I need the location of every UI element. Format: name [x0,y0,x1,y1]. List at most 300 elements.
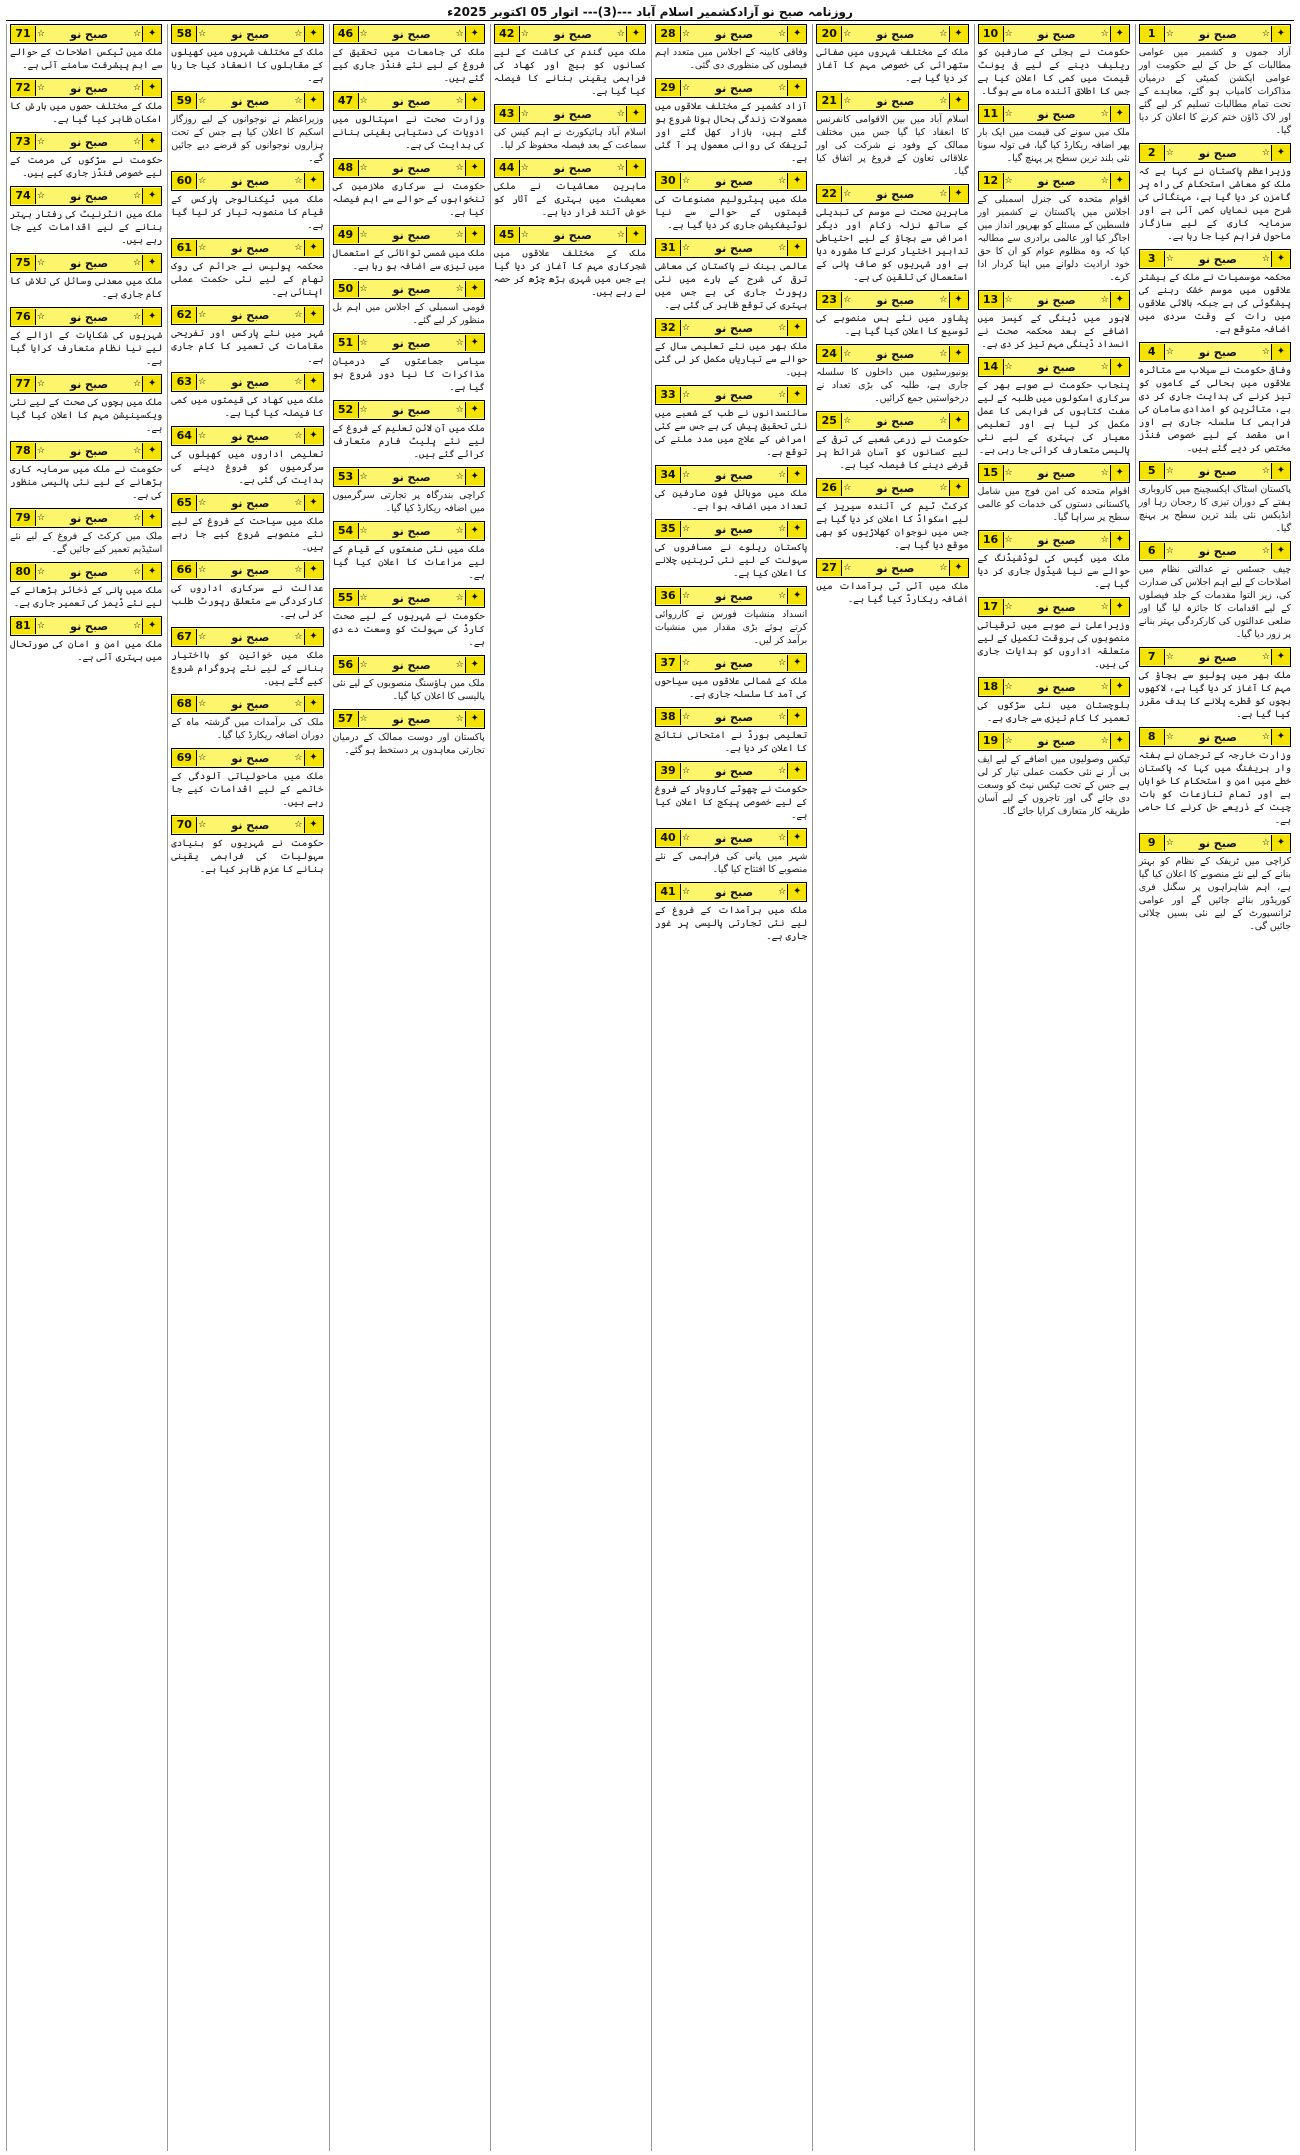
news-item [816,558,968,606]
news-item-body: وفاقی کابینہ کے اجلاس میں متعدد اہم فیصلوں کی منظوری دی گئی۔ [655,47,808,71]
news-item-body: پاکستان ریلوے نے مسافروں کی سہولت کے لیے نئی ٹرینیں چلانے کا اعلان کیا ہے۔ [655,542,808,579]
section-title: صبح نو [70,256,109,270]
news-item [171,238,323,299]
news-item [816,411,968,472]
section-title: صبح نو [715,522,754,536]
news-item-body: حکومت نے چھوٹے کاروبار کے فروغ کے لیے خصوصی پیکج کا اعلان کیا ہے۔ [655,784,808,821]
section-title: صبح نو [876,561,915,575]
news-item-body: ملک میں گندم کی کاشت کے لیے کسانوں کو بیج اور کھاد کی فراہمی یقینی بنانے کا فیصلہ کیا گیا ہے۔ [493,47,646,97]
news-item-header [816,91,968,111]
news-item [333,400,485,461]
star-icon: ☆ [682,470,691,480]
news-item [333,467,485,515]
section-title: صبح نو [392,712,431,726]
news-item-body: ملک میں برآمدات کے فروغ کے لیے نئی تجارتی پالیسی پر غور جاری ہے۔ [655,905,808,942]
star-icon: ☆ [37,621,46,631]
news-item-number: 54 [334,523,359,539]
news-item-number: 24 [817,346,842,362]
news-item-number: 11 [979,106,1004,122]
star-icon: ☆ [198,96,207,106]
news-item [978,171,1130,284]
news-column [6,24,165,2151]
star-icon: ☆ [682,243,691,253]
brand-logo-icon: ✦ [1110,26,1129,42]
news-item [333,588,485,649]
news-item-body: حکومت نے زرعی شعبے کی ترقی کے لیے کسانوں کو آسان شرائط پر قرضے دینے کا فیصلہ کیا ہے۔ [816,434,969,471]
news-item-number: 62 [172,307,197,323]
news-item-number: 37 [656,655,681,671]
news-item-body: ملک میں سونے کی قیمت میں ایک بار پھر اضافہ ریکارڈ کیا گیا، فی تولہ سونا نئی بلند ترین سطح پر پہنچ گیا۔ [977,127,1130,164]
section-title: صبح نو [876,293,915,307]
section-title: صبح نو [231,751,270,765]
star-icon: ☆ [939,96,948,106]
news-item [978,463,1130,524]
star-icon: ☆ [455,526,464,536]
news-item [1139,24,1291,137]
brand-logo-icon: ✦ [1110,679,1129,695]
news-item-body: ملک کے مختلف حصوں میں بارش کا امکان ظاہر کیا گیا ہے۔ [10,101,163,125]
news-item [816,478,968,552]
star-icon: ☆ [37,191,46,201]
news-item-body: چیف جسٹس نے عدالتی نظام میں اصلاحات کے لیے اہم اجلاس کی صدارت کی، زیر التوا مقدمات کے جلد فیصلوں کے لیے اقدامات کا جائزہ لیا گیا اور ضلعی عدالتوں کی کارکردگی بہتر بنانے پر زور دیا گیا۔ [1138,564,1291,640]
star-icon: ☆ [682,712,691,722]
star-icon: ☆ [455,284,464,294]
news-column [974,24,1133,2151]
news-item-header [10,78,162,98]
news-item-number: 1 [1140,26,1165,42]
star-icon: ☆ [682,591,691,601]
news-item [171,815,323,876]
section-title: صبح نو [392,658,431,672]
star-icon: ☆ [778,887,787,897]
news-item-body: اسلام آباد میں بین الاقوامی کانفرنس کا انعقاد کیا گیا جس میں مختلف ممالک کے وفود نے شرکت کی اور علاقائی تعاون کے فروغ پر اتفاق کیا گیا۔ [816,114,969,177]
star-icon: ☆ [939,29,948,39]
brand-logo-icon: ✦ [465,523,484,539]
section-title: صبح نو [715,885,754,899]
section-title: صبح نو [392,524,431,538]
star-icon: ☆ [37,83,46,93]
section-title: صبح نو [1037,734,1076,748]
star-icon: ☆ [843,349,852,359]
news-item-body: ملک کی برآمدات میں گزشتہ ماہ کے دوران اضافہ ریکارڈ کیا گیا۔ [171,717,324,741]
brand-logo-icon: ✦ [465,26,484,42]
news-item-number: 66 [172,562,197,578]
news-item-header [978,24,1130,44]
section-title: صبح نو [1198,730,1237,744]
star-icon: ☆ [1165,652,1174,662]
star-icon: ☆ [294,310,303,320]
news-item [978,677,1130,725]
news-item-header [816,478,968,498]
section-title: صبح نو [392,336,431,350]
news-item-header [333,225,485,245]
news-item-number: 77 [11,376,36,392]
news-item [816,24,968,85]
brand-logo-icon: ✦ [949,292,968,308]
brand-logo-icon: ✦ [1271,344,1290,360]
star-icon: ☆ [939,483,948,493]
brand-logo-icon: ✦ [465,227,484,243]
section-title: صبح نو [392,403,431,417]
news-item-header [333,91,485,111]
news-item-header [333,655,485,675]
news-item [10,508,162,556]
news-item-header [171,238,323,258]
news-item-header [655,707,807,727]
news-item-header [10,562,162,582]
star-icon: ☆ [682,176,691,186]
brand-logo-icon: ✦ [787,80,806,96]
star-icon: ☆ [359,593,368,603]
brand-logo-icon: ✦ [1271,835,1290,851]
star-icon: ☆ [1004,468,1013,478]
news-item-body: حکومت نے شہریوں کے لیے صحت کارڈ کی سہولت کو وسعت دے دی ہے۔ [332,611,485,648]
star-icon: ☆ [1100,468,1109,478]
news-item-header [333,709,485,729]
news-item [816,184,968,284]
section-title: صبح نو [715,468,754,482]
news-item [171,91,323,165]
news-item-body: ملک میں ہاؤسنگ منصوبوں کے لیے نئی پالیسی کا اعلان کیا گیا۔ [332,678,485,702]
news-item-number: 38 [656,709,681,725]
news-item-header [655,385,807,405]
news-item-number: 80 [11,564,36,580]
news-item-body: ملک میں سیاحت کے فروغ کے لیے نئے منصوبے شروع کیے جا رہے ہیں۔ [171,516,324,553]
news-item-number: 3 [1140,251,1165,267]
news-item-number: 64 [172,428,197,444]
section-title: صبح نو [1037,360,1076,374]
news-item [10,616,162,664]
star-icon: ☆ [198,820,207,830]
star-icon: ☆ [359,660,368,670]
section-title: صبح نو [392,228,431,242]
news-item-header [655,238,807,258]
brand-logo-icon: ✦ [1110,292,1129,308]
news-item-header [10,616,162,636]
star-icon: ☆ [359,284,368,294]
news-item [171,24,323,85]
star-icon: ☆ [682,323,691,333]
news-item-header [10,307,162,327]
news-item-body: ملک میں پانی کے ذخائر بڑھانے کے لیے نئے ڈیمز کی تعمیر جاری ہے۔ [10,585,163,609]
star-icon: ☆ [198,310,207,320]
news-item-header [333,521,485,541]
star-icon: ☆ [1165,732,1174,742]
section-title: صبح نو [392,282,431,296]
news-item-header [655,78,807,98]
section-title: صبح نو [70,511,109,525]
star-icon: ☆ [1165,347,1174,357]
star-icon: ☆ [520,109,529,119]
news-item [1139,342,1291,455]
brand-logo-icon: ✦ [787,467,806,483]
news-item-header [171,748,323,768]
brand-logo-icon: ✦ [142,564,161,580]
star-icon: ☆ [359,96,368,106]
star-icon: ☆ [778,524,787,534]
news-item-body: کرکٹ ٹیم کی آئندہ سیریز کے لیے اسکواڈ کا اعلان کر دیا گیا ہے جس میں نوجوان کھلاڑیوں کو بھی موقع دیا گیا ہے۔ [816,501,969,551]
news-item-header [171,493,323,513]
section-title: صبح نو [70,377,109,391]
star-icon: ☆ [455,338,464,348]
section-title: صبح نو [1037,533,1076,547]
brand-logo-icon: ✦ [787,173,806,189]
news-item-header [978,104,1130,124]
brand-logo-icon: ✦ [465,469,484,485]
news-item-header [171,305,323,325]
news-item-body: شہر میں پانی کی فراہمی کے نئے منصوبے کا افتتاح کیا گیا۔ [655,851,808,875]
news-item-body: آزاد کشمیر کے مختلف علاقوں میں معمولات زندگی بحال ہونا شروع ہو گئے ہیں، بازار کھل گئے اور ٹریفک کی روانی معمول پر آ گئی ہے۔ [655,101,808,164]
star-icon: ☆ [682,29,691,39]
brand-logo-icon: ✦ [465,93,484,109]
news-item-body: ملک میں گیس کی لوڈشیڈنگ کے حوالے سے نیا شیڈول جاری کر دیا گیا ہے۔ [977,553,1130,590]
section-title: صبح نو [715,589,754,603]
section-title: صبح نو [1198,146,1237,160]
news-item-number: 40 [656,830,681,846]
news-item [978,597,1130,671]
star-icon: ☆ [520,163,529,173]
news-item-number: 28 [656,26,681,42]
news-item-body: وزیراعظم نے نوجوانوں کے لیے روزگار اسکیم کا اعلان کیا ہے جس کے تحت ہزاروں نوجوانوں کو قرضے دیے جائیں گے۔ [171,114,324,164]
news-item-header [10,374,162,394]
news-item-number: 59 [172,93,197,109]
star-icon: ☆ [616,230,625,240]
news-item-number: 22 [817,186,842,202]
news-item-header [816,558,968,578]
news-item [333,24,485,85]
star-icon: ☆ [843,29,852,39]
news-item [10,562,162,610]
news-item-number: 30 [656,173,681,189]
star-icon: ☆ [37,513,46,523]
brand-logo-icon: ✦ [1110,532,1129,548]
news-item [978,357,1130,457]
star-icon: ☆ [294,632,303,642]
brand-logo-icon: ✦ [304,173,323,189]
news-item-body: وفاقی حکومت نے سیلاب سے متاثرہ علاقوں میں بحالی کے کاموں کو تیز کرنے کی ہدایت جاری کر دی ہے، متاثرین کو امدادی سامان کی فراہمی کا سلسلہ جاری ہے اور اس مقصد کے لیے خصوصی فنڈز مختص کر دیے گئے ہیں۔ [1138,365,1291,454]
star-icon: ☆ [133,191,142,201]
section-title: صبح نو [1037,680,1076,694]
star-icon: ☆ [294,820,303,830]
section-title: صبح نو [392,161,431,175]
brand-logo-icon: ✦ [304,562,323,578]
news-column [1135,24,1294,2151]
news-item-header [1139,833,1291,853]
news-item-header [655,828,807,848]
news-item-header [171,24,323,44]
star-icon: ☆ [1004,602,1013,612]
star-icon: ☆ [1261,466,1270,476]
brand-logo-icon: ✦ [142,510,161,526]
star-icon: ☆ [37,137,46,147]
star-icon: ☆ [1100,362,1109,372]
section-title: صبح نو [876,414,915,428]
star-icon: ☆ [843,416,852,426]
news-item-header [816,184,968,204]
news-item-body: تعلیمی بورڈ نے امتحانی نتائج کا اعلان کر دیا ہے۔ [655,730,808,754]
star-icon: ☆ [294,377,303,387]
news-item-number: 20 [817,26,842,42]
section-title: صبح نو [231,429,270,443]
star-icon: ☆ [1261,347,1270,357]
news-item-header [10,253,162,273]
news-item-body: ملک میں آن لائن تعلیم کے فروغ کے لیے نئے پلیٹ فارم متعارف کرائے گئے ہیں۔ [332,423,485,460]
news-item-number: 74 [11,188,36,204]
news-item-number: 17 [979,599,1004,615]
section-title: صبح نو [1037,466,1076,480]
star-icon: ☆ [682,390,691,400]
news-item-header [655,24,807,44]
star-icon: ☆ [1261,148,1270,158]
brand-logo-icon: ✦ [142,188,161,204]
news-item-header [333,400,485,420]
star-icon: ☆ [359,338,368,348]
star-icon: ☆ [778,176,787,186]
news-item-number: 14 [979,359,1004,375]
news-item-number: 55 [334,590,359,606]
brand-logo-icon: ✦ [142,255,161,271]
brand-logo-icon: ✦ [1271,26,1290,42]
news-item-body: پنجاب حکومت نے صوبے بھر کے سرکاری اسکولوں میں طلبہ کے لیے مفت کتابوں کی فراہمی کا عمل مکمل کر لیا ہے اور تعلیمی معیار کی بہتری کے لیے نئی پالیسی متعارف کرائی جا رہی ہے۔ [977,380,1130,456]
news-item [1139,541,1291,641]
star-icon: ☆ [198,498,207,508]
brand-logo-icon: ✦ [142,443,161,459]
news-item [494,104,646,152]
news-item-body: پاکستان اور دوست ممالک کے درمیان تجارتی معاہدوں پر دستخط ہو گئے۔ [332,732,485,756]
brand-logo-icon: ✦ [304,240,323,256]
star-icon: ☆ [939,563,948,573]
news-item-number: 67 [172,629,197,645]
brand-logo-icon: ✦ [626,26,645,42]
news-item-body: اسلام آباد ہائیکورٹ نے اہم کیس کی سماعت کے بعد فیصلہ محفوظ کر لیا۔ [493,127,646,151]
news-item-body: کراچی میں ٹریفک کے نظام کو بہتر بنانے کے لیے نئے منصوبے کا اعلان کیا گیا ہے، اہم شاہراہوں پر سگنل فری کوریڈور بنائے جائیں گے اور عوامی ٹرانسپورٹ کے لیے نئی بسیں چلائی جائیں گی۔ [1138,856,1291,932]
star-icon: ☆ [133,379,142,389]
star-icon: ☆ [1165,466,1174,476]
news-item [10,186,162,247]
news-item [655,761,807,822]
brand-logo-icon: ✦ [465,590,484,606]
news-item-header [655,171,807,191]
star-icon: ☆ [1100,109,1109,119]
news-item-body: ملک میں شمسی توانائی کے استعمال میں تیزی سے اضافہ ہو رہا ہے۔ [332,248,485,272]
news-item-body: بلوچستان میں نئی سڑکوں کی تعمیر کا کام تیزی سے جاری ہے۔ [977,700,1130,724]
news-item-number: 44 [495,160,520,176]
brand-logo-icon: ✦ [949,346,968,362]
section-title: صبح نو [392,27,431,41]
news-item-body: حکومت نے سڑکوں کی مرمت کے لیے خصوصی فنڈز جاری کیے ہیں۔ [10,155,163,179]
star-icon: ☆ [616,109,625,119]
news-item-body: ماہرین صحت نے موسم کی تبدیلی کے ساتھ نزلہ زکام اور دیگر امراض سے بچاؤ کے لیے احتیاطی تدابیر اختیار کرنے کا مشورہ دیا ہے اور شہریوں کو صاف پانی کے استعمال کی تلقین کی ہے۔ [816,207,969,283]
news-column [812,24,971,2151]
section-title: صبح نو [231,563,270,577]
news-item-body: حکومت نے ملک میں سرمایہ کاری بڑھانے کے لیے نئی پالیسی منظور کی ہے۔ [10,464,163,501]
news-item-header [1139,342,1291,362]
star-icon: ☆ [37,567,46,577]
section-title: صبح نو [715,81,754,95]
section-title: صبح نو [70,135,109,149]
section-title: صبح نو [553,27,592,41]
star-icon: ☆ [1004,362,1013,372]
star-icon: ☆ [37,446,46,456]
news-item [655,78,807,165]
star-icon: ☆ [939,349,948,359]
news-item [978,530,1130,591]
star-icon: ☆ [1261,29,1270,39]
news-item-number: 45 [495,227,520,243]
news-item [10,307,162,368]
section-title: صبح نو [70,619,109,633]
star-icon: ☆ [133,258,142,268]
news-item-body: آزاد جموں و کشمیر میں عوامی مطالبات کے حل کے لیے حکومت اور عوامی ایکشن کمیٹی کے درمیان مذاکرات کامیاب ہو گئے، معاہدے کے تحت تمام مطالبات تسلیم کر لیے گئے اور لاک ڈاؤن ختم کرنے کا اعلان کر دیا گیا۔ [1138,47,1291,136]
section-title: صبح نو [715,831,754,845]
news-item [171,493,323,554]
star-icon: ☆ [1100,295,1109,305]
news-item-header [333,467,485,487]
news-item [10,374,162,435]
star-icon: ☆ [843,295,852,305]
news-item-body: ملک میں انٹرنیٹ کی رفتار بہتر بنانے کے لیے اقدامات کیے جا رہے ہیں۔ [10,209,163,246]
star-icon: ☆ [1165,546,1174,556]
news-item-body: ملک میں خواتین کو بااختیار بنانے کے لیے نئے پروگرام شروع کیے گئے ہیں۔ [171,650,324,687]
brand-logo-icon: ✦ [787,240,806,256]
news-item-header [494,104,646,124]
news-item [171,426,323,487]
news-item-header [1139,249,1291,269]
section-title: صبح نو [876,27,915,41]
news-item [494,24,646,98]
news-item-number: 25 [817,413,842,429]
star-icon: ☆ [359,472,368,482]
star-icon: ☆ [778,323,787,333]
section-title: صبح نو [70,81,109,95]
brand-logo-icon: ✦ [465,402,484,418]
news-item-body: اقوام متحدہ کی جنرل اسمبلی کے اجلاس میں پاکستان نے کشمیر اور فلسطین کے مسئلے کو بھرپور انداز میں اجاگر کیا اور عالمی برادری سے مطالبہ کیا کہ وہ مظلوم عوام کو ان کا حق خود ارادیت دلوانے میں اپنا کردار ادا کرے۔ [977,194,1130,283]
star-icon: ☆ [1165,29,1174,39]
news-item-number: 71 [11,26,36,42]
brand-logo-icon: ✦ [1110,733,1129,749]
star-icon: ☆ [37,258,46,268]
news-item-header [10,186,162,206]
brand-logo-icon: ✦ [142,26,161,42]
news-item-number: 13 [979,292,1004,308]
star-icon: ☆ [198,699,207,709]
star-icon: ☆ [682,833,691,843]
news-item-body: ملک میں ٹیکس اصلاحات کے حوالے سے اہم پیشرفت سامنے آئی ہے۔ [10,47,163,71]
news-item-number: 9 [1140,835,1165,851]
news-column [651,24,810,2151]
star-icon: ☆ [198,377,207,387]
news-item-number: 23 [817,292,842,308]
news-item-body: پشاور میں نئے بس منصوبے کی توسیع کا اعلان کیا گیا ہے۔ [816,313,969,337]
news-item-number: 8 [1140,729,1165,745]
news-item-number: 35 [656,521,681,537]
news-item-body: ٹیکس وصولیوں میں اضافے کے لیے ایف بی آر نے نئی حکمت عملی تیار کر لی ہے جس کے تحت ٹیکس نیٹ کو وسعت دی جائے گی اور تاجروں کے لیے آسان طریقہ کار متعارف کرایا جائے گا۔ [977,754,1130,817]
star-icon: ☆ [1261,254,1270,264]
brand-logo-icon: ✦ [304,629,323,645]
news-item-header [655,465,807,485]
brand-logo-icon: ✦ [949,413,968,429]
news-item-header [333,333,485,353]
news-item-body: شہر میں نئے پارکس اور تفریحی مقامات کی تعمیر کا کام جاری ہے۔ [171,328,324,365]
brand-logo-icon: ✦ [949,560,968,576]
brand-logo-icon: ✦ [787,26,806,42]
star-icon: ☆ [455,230,464,240]
star-icon: ☆ [133,137,142,147]
section-title: صبح نو [231,818,270,832]
brand-logo-icon: ✦ [787,884,806,900]
star-icon: ☆ [359,714,368,724]
news-item-body: ملک کے مختلف شہروں میں صفائی ستھرائی کی خصوصی مہم کا آغاز کر دیا گیا ہے۔ [816,47,969,84]
